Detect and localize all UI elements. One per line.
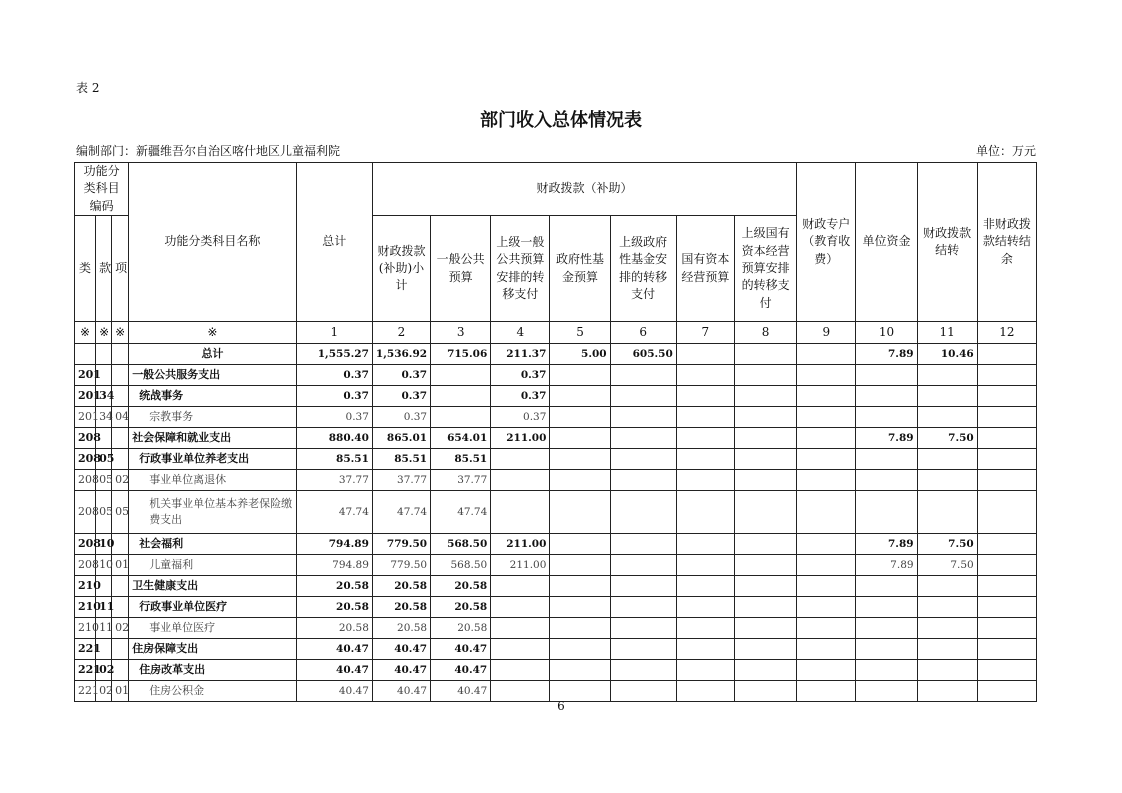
value-transfer: 0.37 xyxy=(491,407,550,428)
subject-name: 卫生健康支出 xyxy=(129,576,297,597)
code-lei: 208 xyxy=(75,428,96,449)
value-subtotal: 20.58 xyxy=(372,618,430,639)
value-unit xyxy=(856,576,917,597)
code-lei: 210 xyxy=(75,618,96,639)
value-carry xyxy=(917,470,977,491)
value-general: 47.74 xyxy=(431,491,491,534)
value-state_transfer xyxy=(734,639,796,660)
header-state-capital: 国有资本经营预算 xyxy=(676,216,734,322)
value-total: 40.47 xyxy=(296,681,372,702)
table-row xyxy=(75,618,1037,639)
subject-name: 住房公积金 xyxy=(129,681,297,702)
value-subtotal: 40.47 xyxy=(372,681,430,702)
value-state_transfer xyxy=(734,534,796,555)
header-transfer-general: 上级一般公共预算安排的转移支付 xyxy=(491,216,550,322)
value-state_transfer xyxy=(734,491,796,534)
table-row xyxy=(75,660,1037,681)
value-noncarry xyxy=(977,618,1036,639)
value-carry: 10.46 xyxy=(917,344,977,365)
table-row xyxy=(75,386,1037,407)
value-transfer xyxy=(491,491,550,534)
subject-name: 行政事业单位医疗 xyxy=(129,597,297,618)
code-lei: 208 xyxy=(75,555,96,576)
code-lei: 210 xyxy=(75,576,96,597)
code-xiang: 04 xyxy=(112,407,129,428)
value-subtotal: 85.51 xyxy=(372,449,430,470)
value-general: 40.47 xyxy=(431,660,491,681)
index-cell: 5 xyxy=(550,322,610,344)
value-unit: 7.89 xyxy=(856,555,917,576)
value-govfund xyxy=(550,491,610,534)
code-kuan: 02 xyxy=(96,660,112,681)
value-carry xyxy=(917,449,977,470)
value-unit: 7.89 xyxy=(856,428,917,449)
value-edu xyxy=(797,365,856,386)
value-state xyxy=(676,555,734,576)
value-carry xyxy=(917,386,977,407)
value-govfund xyxy=(550,597,610,618)
value-state xyxy=(676,576,734,597)
income-summary-table xyxy=(74,162,1037,702)
value-transfer xyxy=(491,597,550,618)
header-carryover: 财政拨款结转 xyxy=(917,163,977,322)
value-noncarry xyxy=(977,597,1036,618)
value-subtotal: 40.47 xyxy=(372,660,430,681)
value-govfund_transfer: 605.50 xyxy=(610,344,676,365)
header-fiscal-subtotal: 财政拨款(补助)小计 xyxy=(372,216,430,322)
value-noncarry xyxy=(977,407,1036,428)
value-noncarry xyxy=(977,470,1036,491)
value-transfer xyxy=(491,576,550,597)
value-total: 0.37 xyxy=(296,407,372,428)
value-total: 794.89 xyxy=(296,534,372,555)
table-number: 表 2 xyxy=(76,81,100,95)
department-label: 编制部门：新疆维吾尔自治区喀什地区儿童福利院 xyxy=(76,144,341,158)
value-unit xyxy=(856,618,917,639)
code-xiang: 05 xyxy=(112,491,129,534)
value-general: 85.51 xyxy=(431,449,491,470)
value-noncarry xyxy=(977,428,1036,449)
code-lei: 208 xyxy=(75,534,96,555)
index-cell: ※ xyxy=(112,322,129,344)
index-cell: 4 xyxy=(491,322,550,344)
table-row xyxy=(75,449,1037,470)
index-cell: ※ xyxy=(129,322,297,344)
value-govfund_transfer xyxy=(610,639,676,660)
value-total: 794.89 xyxy=(296,555,372,576)
value-govfund: 5.00 xyxy=(550,344,610,365)
value-edu xyxy=(797,597,856,618)
value-state xyxy=(676,428,734,449)
value-unit xyxy=(856,639,917,660)
value-total: 20.58 xyxy=(296,576,372,597)
code-kuan: 10 xyxy=(96,534,112,555)
value-govfund_transfer xyxy=(610,491,676,534)
value-unit xyxy=(856,491,917,534)
value-unit: 7.89 xyxy=(856,344,917,365)
value-unit: 7.89 xyxy=(856,534,917,555)
header-edu-fee: 财政专户（教育收费） xyxy=(797,163,856,322)
subject-name: 统战事务 xyxy=(129,386,297,407)
value-transfer xyxy=(491,618,550,639)
value-noncarry xyxy=(977,639,1036,660)
value-govfund_transfer xyxy=(610,470,676,491)
code-kuan: 05 xyxy=(96,491,112,534)
code-kuan: 11 xyxy=(96,618,112,639)
page-number: 6 xyxy=(557,699,565,713)
code-xiang xyxy=(112,576,129,597)
value-edu xyxy=(797,386,856,407)
value-noncarry xyxy=(977,491,1036,534)
value-govfund_transfer xyxy=(610,618,676,639)
index-cell: 10 xyxy=(856,322,917,344)
value-carry xyxy=(917,618,977,639)
value-general: 40.47 xyxy=(431,681,491,702)
value-carry xyxy=(917,576,977,597)
value-govfund xyxy=(550,365,610,386)
table-row xyxy=(75,344,1037,365)
value-general: 568.50 xyxy=(431,555,491,576)
value-state xyxy=(676,660,734,681)
value-unit xyxy=(856,386,917,407)
value-state xyxy=(676,534,734,555)
header-code-group: 功能分类科目编码 xyxy=(75,163,129,216)
meta-row xyxy=(76,142,1036,159)
value-noncarry xyxy=(977,344,1036,365)
value-carry xyxy=(917,491,977,534)
value-unit xyxy=(856,470,917,491)
value-subtotal: 779.50 xyxy=(372,534,430,555)
code-lei: 221 xyxy=(75,660,96,681)
table-row xyxy=(75,597,1037,618)
index-row xyxy=(75,322,1037,344)
code-kuan: 05 xyxy=(96,470,112,491)
value-state xyxy=(676,344,734,365)
value-state_transfer xyxy=(734,618,796,639)
code-xiang xyxy=(112,428,129,449)
value-govfund xyxy=(550,618,610,639)
value-unit xyxy=(856,449,917,470)
code-kuan: 34 xyxy=(96,386,112,407)
value-total: 20.58 xyxy=(296,618,372,639)
value-edu xyxy=(797,639,856,660)
value-subtotal: 1,536.92 xyxy=(372,344,430,365)
value-subtotal: 0.37 xyxy=(372,365,430,386)
value-unit xyxy=(856,365,917,386)
value-state xyxy=(676,639,734,660)
header-fiscal-group: 财政拨款（补助） xyxy=(372,163,796,216)
value-state xyxy=(676,470,734,491)
value-govfund xyxy=(550,449,610,470)
table-row xyxy=(75,365,1037,386)
value-edu xyxy=(797,491,856,534)
table-row xyxy=(75,639,1037,660)
value-state_transfer xyxy=(734,365,796,386)
code-xiang xyxy=(112,344,129,365)
value-transfer: 0.37 xyxy=(491,365,550,386)
code-kuan: 05 xyxy=(96,449,112,470)
value-general: 20.58 xyxy=(431,597,491,618)
value-state_transfer xyxy=(734,386,796,407)
value-subtotal: 40.47 xyxy=(372,639,430,660)
value-subtotal: 20.58 xyxy=(372,576,430,597)
code-lei: 208 xyxy=(75,491,96,534)
index-cell: 3 xyxy=(431,322,491,344)
value-govfund_transfer xyxy=(610,660,676,681)
value-subtotal: 0.37 xyxy=(372,407,430,428)
code-lei: 201 xyxy=(75,386,96,407)
value-total: 40.47 xyxy=(296,660,372,681)
value-noncarry xyxy=(977,365,1036,386)
value-carry xyxy=(917,407,977,428)
value-noncarry xyxy=(977,386,1036,407)
value-edu xyxy=(797,470,856,491)
value-edu xyxy=(797,344,856,365)
subject-name: 住房保障支出 xyxy=(129,639,297,660)
value-edu xyxy=(797,576,856,597)
header-kuan: 款 xyxy=(96,216,112,322)
value-edu xyxy=(797,428,856,449)
value-carry xyxy=(917,597,977,618)
value-govfund_transfer xyxy=(610,597,676,618)
value-edu xyxy=(797,660,856,681)
value-total: 0.37 xyxy=(296,386,372,407)
value-carry xyxy=(917,365,977,386)
index-cell: 12 xyxy=(977,322,1036,344)
value-govfund_transfer xyxy=(610,428,676,449)
index-cell: ※ xyxy=(75,322,96,344)
value-transfer xyxy=(491,449,550,470)
code-kuan: 11 xyxy=(96,597,112,618)
value-state_transfer xyxy=(734,576,796,597)
value-edu xyxy=(797,555,856,576)
value-total: 85.51 xyxy=(296,449,372,470)
code-kuan: 34 xyxy=(96,407,112,428)
index-cell: 9 xyxy=(797,322,856,344)
value-govfund xyxy=(550,555,610,576)
code-xiang: 02 xyxy=(112,470,129,491)
value-govfund xyxy=(550,386,610,407)
value-state_transfer xyxy=(734,344,796,365)
code-xiang: 01 xyxy=(112,555,129,576)
value-noncarry xyxy=(977,449,1036,470)
value-transfer: 211.00 xyxy=(491,428,550,449)
value-state xyxy=(676,597,734,618)
value-govfund_transfer xyxy=(610,449,676,470)
code-kuan: 10 xyxy=(96,555,112,576)
code-lei: 210 xyxy=(75,597,96,618)
value-general xyxy=(431,365,491,386)
value-edu xyxy=(797,534,856,555)
value-govfund_transfer xyxy=(610,365,676,386)
value-govfund xyxy=(550,428,610,449)
value-noncarry xyxy=(977,576,1036,597)
value-edu xyxy=(797,407,856,428)
unit-label: 单位：万元 xyxy=(975,144,1036,158)
value-govfund xyxy=(550,576,610,597)
value-general: 37.77 xyxy=(431,470,491,491)
index-cell: 6 xyxy=(610,322,676,344)
header-unit-funds: 单位资金 xyxy=(856,163,917,322)
table-row xyxy=(75,428,1037,449)
value-noncarry xyxy=(977,555,1036,576)
value-unit xyxy=(856,407,917,428)
value-total: 37.77 xyxy=(296,470,372,491)
value-subtotal: 779.50 xyxy=(372,555,430,576)
header-subject-name: 功能分类科目名称 xyxy=(129,163,297,322)
value-govfund xyxy=(550,639,610,660)
code-kuan: 02 xyxy=(96,681,112,702)
value-general: 20.58 xyxy=(431,618,491,639)
header-transfer-gov-fund: 上级政府性基金安排的转移支付 xyxy=(610,216,676,322)
subject-name: 社会福利 xyxy=(129,534,297,555)
header-general-budget: 一般公共预算 xyxy=(431,216,491,322)
value-state xyxy=(676,407,734,428)
header-total: 总计 xyxy=(296,163,372,322)
value-subtotal: 37.77 xyxy=(372,470,430,491)
header-gov-fund: 政府性基金预算 xyxy=(550,216,610,322)
value-total: 0.37 xyxy=(296,365,372,386)
code-lei: 208 xyxy=(75,470,96,491)
code-kuan xyxy=(96,344,112,365)
value-state_transfer xyxy=(734,660,796,681)
value-general: 715.06 xyxy=(431,344,491,365)
value-state xyxy=(676,491,734,534)
value-subtotal: 0.37 xyxy=(372,386,430,407)
value-carry: 7.50 xyxy=(917,555,977,576)
value-general: 40.47 xyxy=(431,639,491,660)
code-lei: 208 xyxy=(75,449,96,470)
value-state_transfer xyxy=(734,597,796,618)
value-govfund_transfer xyxy=(610,555,676,576)
subject-name: 宗教事务 xyxy=(129,407,297,428)
value-total: 1,555.27 xyxy=(296,344,372,365)
subject-name: 总计 xyxy=(129,344,297,365)
header-transfer-state-capital: 上级国有资本经营预算安排的转移支付 xyxy=(734,216,796,322)
value-state_transfer xyxy=(734,428,796,449)
value-state_transfer xyxy=(734,407,796,428)
subject-name: 事业单位离退休 xyxy=(129,470,297,491)
value-state xyxy=(676,365,734,386)
index-cell: 1 xyxy=(296,322,372,344)
value-govfund_transfer xyxy=(610,407,676,428)
subject-name: 机关事业单位基本养老保险缴费支出 xyxy=(129,491,297,534)
value-edu xyxy=(797,449,856,470)
value-transfer xyxy=(491,639,550,660)
value-carry: 7.50 xyxy=(917,534,977,555)
value-transfer xyxy=(491,470,550,491)
subject-name: 行政事业单位养老支出 xyxy=(129,449,297,470)
value-govfund_transfer xyxy=(610,386,676,407)
code-lei xyxy=(75,344,96,365)
header-row-1 xyxy=(75,163,1037,216)
value-transfer: 211.00 xyxy=(491,555,550,576)
value-govfund xyxy=(550,470,610,491)
value-unit xyxy=(856,597,917,618)
value-edu xyxy=(797,618,856,639)
index-cell: 7 xyxy=(676,322,734,344)
index-cell: 8 xyxy=(734,322,796,344)
table-row xyxy=(75,576,1037,597)
value-total: 40.47 xyxy=(296,639,372,660)
value-govfund xyxy=(550,534,610,555)
value-total: 880.40 xyxy=(296,428,372,449)
header-non-fiscal-carryover: 非财政拨款结转结余 xyxy=(977,163,1036,322)
code-lei: 201 xyxy=(75,407,96,428)
value-govfund_transfer xyxy=(610,576,676,597)
value-general xyxy=(431,407,491,428)
code-lei: 221 xyxy=(75,681,96,702)
value-carry: 7.50 xyxy=(917,428,977,449)
index-cell: ※ xyxy=(96,322,112,344)
value-state_transfer xyxy=(734,555,796,576)
value-govfund xyxy=(550,660,610,681)
code-lei: 201 xyxy=(75,365,96,386)
table-row xyxy=(75,534,1037,555)
table-row xyxy=(75,470,1037,491)
table-row xyxy=(75,407,1037,428)
code-xiang: 02 xyxy=(112,618,129,639)
value-govfund_transfer xyxy=(610,534,676,555)
header-xiang: 项 xyxy=(112,216,129,322)
value-unit xyxy=(856,660,917,681)
value-total: 47.74 xyxy=(296,491,372,534)
value-transfer: 211.37 xyxy=(491,344,550,365)
value-total: 20.58 xyxy=(296,597,372,618)
value-noncarry xyxy=(977,660,1036,681)
value-noncarry xyxy=(977,534,1036,555)
value-general: 654.01 xyxy=(431,428,491,449)
subject-name: 事业单位医疗 xyxy=(129,618,297,639)
value-state_transfer xyxy=(734,449,796,470)
value-subtotal: 47.74 xyxy=(372,491,430,534)
subject-name: 儿童福利 xyxy=(129,555,297,576)
value-state_transfer xyxy=(734,470,796,491)
value-carry xyxy=(917,639,977,660)
subject-name: 社会保障和就业支出 xyxy=(129,428,297,449)
table-row xyxy=(75,555,1037,576)
index-cell: 2 xyxy=(372,322,430,344)
code-xiang xyxy=(112,365,129,386)
subject-name: 一般公共服务支出 xyxy=(129,365,297,386)
page-title: 部门收入总体情况表 xyxy=(480,110,642,131)
value-subtotal: 865.01 xyxy=(372,428,430,449)
index-cell: 11 xyxy=(917,322,977,344)
header-lei: 类 xyxy=(75,216,96,322)
value-general: 568.50 xyxy=(431,534,491,555)
value-subtotal: 20.58 xyxy=(372,597,430,618)
code-xiang xyxy=(112,639,129,660)
value-govfund xyxy=(550,407,610,428)
value-general xyxy=(431,386,491,407)
value-transfer: 0.37 xyxy=(491,386,550,407)
value-general: 20.58 xyxy=(431,576,491,597)
subject-name: 住房改革支出 xyxy=(129,660,297,681)
table-row xyxy=(75,491,1037,534)
value-transfer xyxy=(491,660,550,681)
code-lei: 221 xyxy=(75,639,96,660)
table-body xyxy=(75,163,1037,702)
value-transfer: 211.00 xyxy=(491,534,550,555)
value-state xyxy=(676,386,734,407)
value-carry xyxy=(917,660,977,681)
code-xiang: 01 xyxy=(112,681,129,702)
value-state xyxy=(676,618,734,639)
value-state xyxy=(676,449,734,470)
